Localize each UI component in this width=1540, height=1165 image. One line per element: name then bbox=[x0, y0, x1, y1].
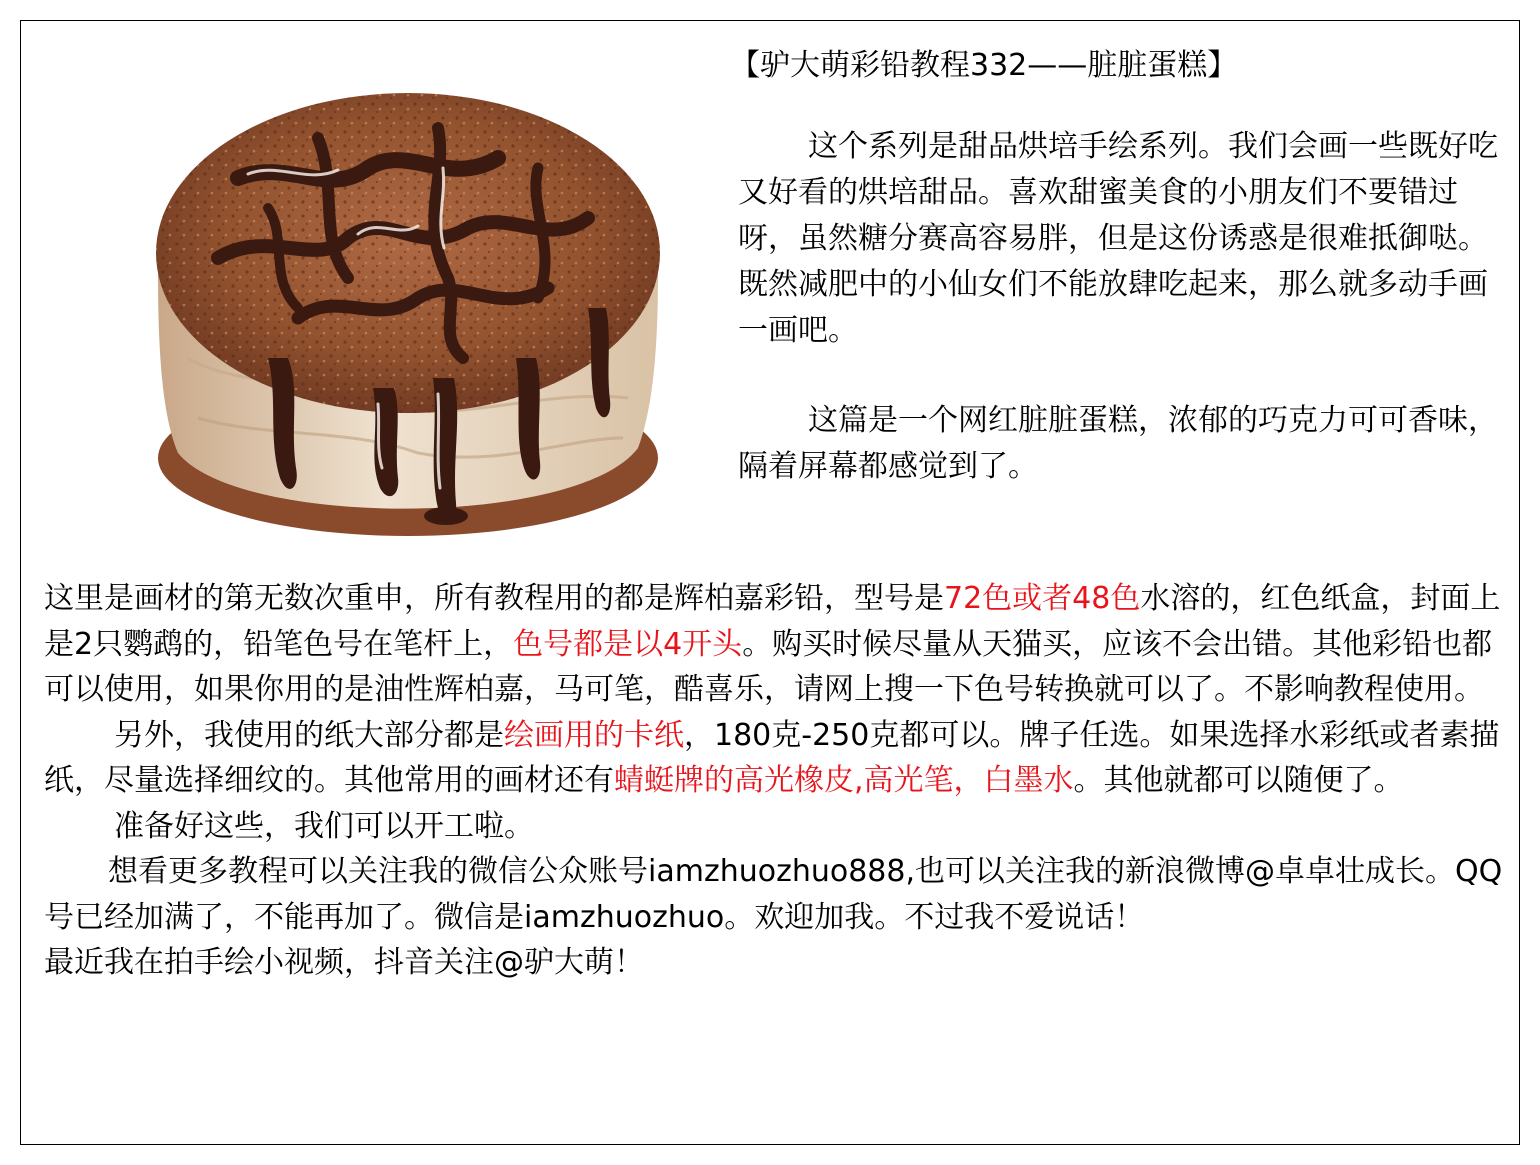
intro-paragraph-2 bbox=[738, 398, 1498, 490]
video-text: 最近我在拍手绘小视频，抖音关注@驴大萌！ bbox=[44, 945, 644, 980]
materials-paragraph-1 bbox=[44, 576, 1510, 713]
dirty-cake-illustration bbox=[118, 58, 686, 558]
materials-text: 另外，我使用的纸大部分都是 bbox=[114, 717, 504, 753]
materials-text: 。购买时候尽量从天猫买，应该不会出错。其他彩铅也都可以使用，如果你用的是油性辉柏嘉，马可笔，酷喜乐，请网上搜一下色号转换就可以了。不影响教程使用。 bbox=[44, 626, 1493, 707]
ready-text: 准备好这些，我们可以开工啦。 bbox=[114, 808, 534, 844]
highlight-text: 72色或者48色 bbox=[944, 581, 1141, 616]
materials-section bbox=[44, 576, 1510, 986]
follow-text: 想看更多教程可以关注我的微信公众账号iamzhuozhuo888,也可以关注我的新浪微博@卓卓壮成长。QQ号已经加满了，不能再加了。微信是iamzhuozhuo。欢迎加我。不过我不爱说话！ bbox=[44, 854, 1503, 935]
materials-text: 这里是画材的第无数次重申，所有教程用的都是辉柏嘉彩铅，型号是 bbox=[44, 581, 944, 616]
materials-paragraph-2 bbox=[44, 713, 1510, 804]
intro-text-2: 这篇是一个网红脏脏蛋糕，浓郁的巧克力可可香味，隔着屏幕都感觉到了。 bbox=[738, 403, 1498, 484]
intro-paragraph-1 bbox=[738, 124, 1498, 354]
materials-text: 。其他就都可以随便了。 bbox=[1073, 763, 1404, 798]
intro-text-1: 这个系列是甜品烘培手绘系列。我们会画一些既好吃又好看的烘培甜品。喜欢甜蜜美食的小朋友们不要错过呀，虽然糖分赛高容易胖，但是这份诱惑是很难抵御哒。既然减肥中的小仙女们不能放肆吃起来，那么就多动手画一画吧。 bbox=[738, 129, 1498, 348]
page-title: 【驴大萌彩铅教程332——脏脏蛋糕】 bbox=[730, 48, 1238, 83]
materials-text: 水溶的，红色纸盒，封面上是2只鹦鹉的，铅笔色号在笔杆上， bbox=[44, 581, 1501, 662]
highlight-text: 绘画用的卡纸 bbox=[504, 717, 684, 753]
highlight-text: 色号都是以4开头 bbox=[513, 626, 743, 662]
highlight-text: 蜻蜓牌的高光橡皮,高光笔，白墨水 bbox=[614, 763, 1074, 798]
materials-text: ，180克-250克都可以。牌子任选。如果选择水彩纸或者素描纸，尽量选择细纹的。其他常用的画材还有 bbox=[44, 717, 1500, 798]
